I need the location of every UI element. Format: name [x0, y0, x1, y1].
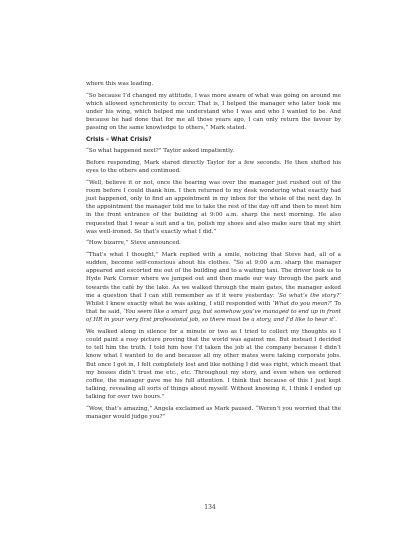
quote-italic: ‘So what’s the story?’ [277, 292, 341, 299]
paragraph: “How bizarre,” Steve announced. [86, 240, 181, 247]
paragraph: “Well, believe it or not, once the hearing was over the manager just rushed out of the room before I could thank him. I then returned to my desk wondering what exactly had just happened, only to find an appointment in my inbox for the whole of the next day. In the appointment the manager told me to take the rest of the day off and then to meet him in the front entrance of the building at 9:00 a.m. sharp the next morning. He also requested that I wear a suit and a tie, polish my shoes and also make sure that my shirt was well-ironed. So that’s exactly what I did.” [86, 179, 341, 235]
paragraph: Before responding, Mark stared directly Taylor for a few seconds. He then shifted his eyes to the others and continued. [86, 159, 341, 175]
body-text [86, 80, 341, 425]
section-heading: Crisis – What Crisis? [86, 136, 152, 143]
page-number: 134 [204, 504, 216, 511]
paragraph-text: To that he said, [86, 300, 341, 316]
paragraph [86, 251, 341, 325]
paragraph-text: “That’s what I thought,” Mark replied with a smile, noticing that Steve had, all of a sudden, become self-conscious about his clothes. “So at 9:00 a.m. sharp the manager appeared and escorted me out of the building and to a waiting taxi. The driver took us to Hyde Park Corner where we jumped out and then made our way through the park and towards the café by the lake. As we walked through the main gates, the manager asked me a question that I can still remember as if it were yesterday: [86, 251, 341, 299]
quote-italic: ‘You seem like a smart guy, but somehow you’ve managed to end up in front of HR in your very first professional job, so there must be a story, and I’d like to hear it’. [86, 309, 341, 324]
quote-italic: ‘What do you mean?’ [272, 300, 333, 307]
paragraph-text: Whilst I knew exactly what he was asking, I still responded with [86, 300, 273, 307]
paragraph: “So because I’d changed my attitude, I was more aware of what was going on around me which allowed synchronicity to occur. That is, I helped the manager who later took me under his wing, which helped me understand who I was and who I wanted to be. And because he had done that for me all those years ago, I can only return the favour by passing on the same knowledge to others,” Mark stated. [86, 92, 341, 132]
paragraph: We walked along in silence for a minute or two as I tried to collect my thoughts so I could paint a rosy picture proving that the world was against me. But instead I decided to tell him the truth. I told him how I’d taken the job at the company because I didn’t know what I wanted to do and because all my other mates were taking corporate jobs. But once I got in, I felt completely lost and like nothing I did was right, which meant that my bosses didn’t trust me etc., etc. Throughout my story, and even when we ordered coffee, the manager gave me his full attention. I think that because of this I just kept talking, revealing all sorts of things about myself. Without knowing it, I think I ended up talking for over two hours.” [86, 328, 341, 401]
paragraph: “So what happened next?” Taylor asked impatiently. [86, 148, 235, 155]
paragraph: “Wow, that’s amazing,” Angela exclaimed as Mark paused. “Weren’t you worried that the manager would judge you?” [86, 405, 341, 421]
paragraph: where this was leading. [86, 81, 154, 87]
